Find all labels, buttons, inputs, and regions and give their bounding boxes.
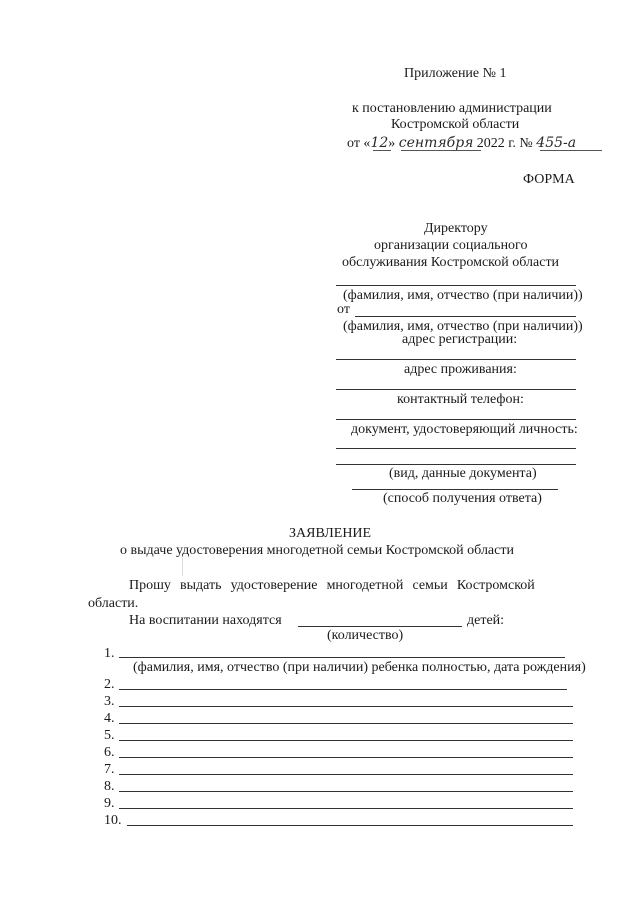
form-label: ФОРМА xyxy=(523,172,575,187)
quantity-hint: (количество) xyxy=(327,628,404,643)
residence-address-label: адрес проживания: xyxy=(404,362,517,377)
child-hint: (фамилия, имя, отчество (при наличии) ребенка полностью, дата рождения) xyxy=(133,660,586,675)
child-number: 7. xyxy=(104,762,115,777)
child-number: 9. xyxy=(104,796,115,811)
resolution-reference: к постановлению администрации xyxy=(352,101,552,116)
request-text-line-1: Прошу выдать удостоверение многодетной семьи Костромской xyxy=(129,578,535,593)
reply-method-hint: (способ получения ответа) xyxy=(383,491,542,506)
child-number: 5. xyxy=(104,728,115,743)
phone-line[interactable] xyxy=(336,419,576,420)
children-suffix: детей: xyxy=(467,613,505,628)
child-number: 8. xyxy=(104,779,115,794)
child-number: 2. xyxy=(104,677,115,692)
registration-address-label: адрес регистрации: xyxy=(402,332,518,347)
child-line[interactable] xyxy=(127,825,573,826)
phone-label: контактный телефон: xyxy=(397,392,524,407)
region-name: Костромской области xyxy=(391,117,520,132)
child-number: 3. xyxy=(104,694,115,709)
child-number: 1. xyxy=(104,646,115,661)
date-prefix: от « xyxy=(347,136,371,151)
day-underline xyxy=(373,150,391,151)
child-number: 4. xyxy=(104,711,115,726)
child-line[interactable] xyxy=(119,774,573,775)
addressee-line-3: обслуживания Костромской области xyxy=(342,255,560,270)
registration-address-line[interactable] xyxy=(336,359,576,360)
director-name-line[interactable] xyxy=(336,285,576,286)
applicant-name-hint: (фамилия, имя, отчество (при наличии)) xyxy=(343,319,583,334)
id-document-label: документ, удостоверяющий личность: xyxy=(351,422,578,437)
id-document-line-1[interactable] xyxy=(336,448,576,449)
director-name-hint: (фамилия, имя, отчество (при наличии)) xyxy=(343,288,583,303)
children-count-line[interactable] xyxy=(298,626,462,627)
child-number: 6. xyxy=(104,745,115,760)
child-line[interactable] xyxy=(119,657,565,658)
upbringing-label: На воспитании находятся xyxy=(129,613,282,628)
child-line[interactable] xyxy=(119,706,573,707)
child-line[interactable] xyxy=(119,723,573,724)
scan-mark xyxy=(182,558,183,576)
from-label: от xyxy=(337,302,350,317)
number-underline xyxy=(540,150,602,151)
appendix-number: Приложение № 1 xyxy=(404,66,507,81)
handwritten-day: 12 xyxy=(370,135,389,151)
child-number: 10. xyxy=(104,813,122,828)
addressee-line-1: Директору xyxy=(424,221,488,236)
residence-address-line[interactable] xyxy=(336,389,576,390)
reply-method-line[interactable] xyxy=(352,489,558,490)
document-hint: (вид, данные документа) xyxy=(389,466,537,481)
document-title: ЗАЯВЛЕНИЕ xyxy=(289,526,372,541)
addressee-line-2: организации социального xyxy=(374,238,528,253)
document-subtitle: о выдаче удостоверения многодетной семьи Костромской области xyxy=(120,543,514,558)
id-document-line-2[interactable] xyxy=(336,464,576,465)
applicant-name-line[interactable] xyxy=(355,316,576,317)
child-line[interactable] xyxy=(119,740,573,741)
child-line[interactable] xyxy=(119,808,573,809)
request-text-line-2: области. xyxy=(88,596,139,611)
child-line[interactable] xyxy=(119,791,573,792)
handwritten-month: сентября xyxy=(398,135,474,151)
date-mid: » xyxy=(388,136,396,151)
month-underline xyxy=(401,150,481,151)
child-line[interactable] xyxy=(119,689,567,690)
child-line[interactable] xyxy=(119,757,573,758)
handwritten-number: 455-а xyxy=(536,135,577,151)
date-year: 2022 г. № xyxy=(476,136,533,151)
